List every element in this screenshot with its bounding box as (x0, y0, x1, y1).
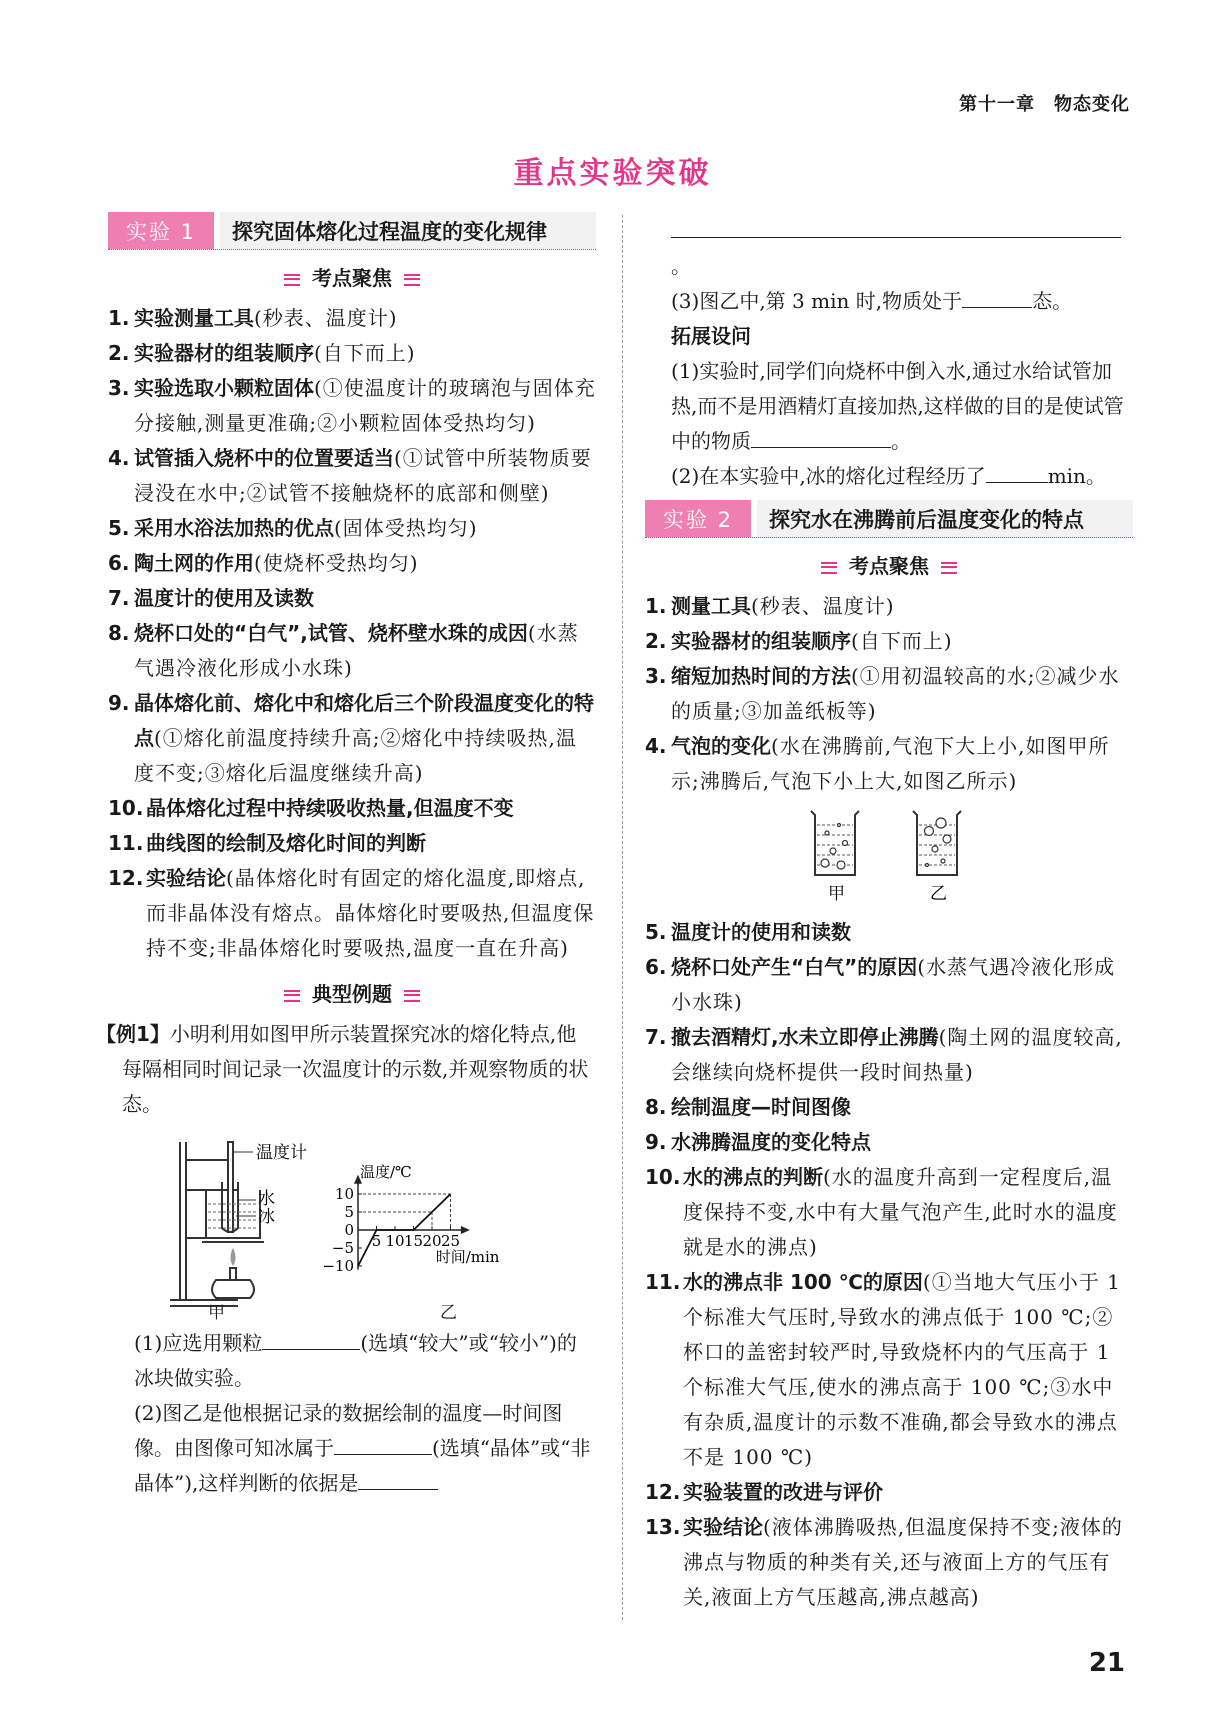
list-item (645, 1160, 1133, 1265)
x-tick-label: 20 (422, 1232, 442, 1250)
point-desc: (液体沸腾吸热,但温度保持不变;液体的沸点与物质的种类有关,还与液面上方的气压有关,液面上方气压越高,沸点越高) (683, 1515, 1123, 1609)
point-key: 测量工具 (671, 594, 751, 618)
triple-bar-icon (404, 274, 420, 286)
point-number: 6. (645, 955, 667, 979)
experiment-1-header (108, 212, 596, 250)
list-item (645, 1090, 1133, 1125)
figure-caption-b: 乙 (440, 1303, 457, 1323)
y-tick-label: −10 (322, 1257, 354, 1275)
point-key: 绘制温度—时间图像 (671, 1095, 851, 1119)
list-item (108, 826, 596, 861)
point-key: 晶体熔化前、熔化中和熔化后三个阶段温度变化的特点 (134, 691, 594, 750)
point-desc: (①使温度计的玻璃泡与固体充分接触,测量更准确;②小颗粒固体受热均匀) (134, 376, 596, 435)
beaker-figure (645, 803, 1133, 913)
point-desc: (使烧杯受热均匀) (254, 551, 419, 575)
list-item (645, 589, 1133, 624)
list-item (108, 511, 596, 546)
q2-end-mark: 。 (671, 254, 691, 278)
q2-answer-blank-1[interactable] (334, 1431, 432, 1455)
ice-label: 冰 (258, 1207, 275, 1227)
y-tick-label: −5 (331, 1239, 354, 1257)
experiment-2-header (645, 500, 1133, 538)
figure-caption-a: 甲 (208, 1303, 225, 1323)
ext2-text-a: (2)在本实验中,冰的熔化过程经历了 (671, 464, 986, 488)
q3-text-a: (3)图乙中,第 3 min 时,物质处于 (671, 289, 963, 313)
question-1 (108, 1326, 596, 1396)
y-tick-label: 0 (344, 1221, 354, 1239)
experiment-1-title: 探究固体熔化过程温度的变化规律 (220, 212, 596, 249)
point-key: 实验结论 (146, 866, 226, 890)
point-key: 实验器材的组装顺序 (671, 629, 851, 653)
point-key: 曲线图的绘制及熔化时间的判断 (146, 831, 426, 855)
point-key: 晶体熔化过程中持续吸收热量,但温度不变 (146, 796, 514, 820)
experiment-1-tag: 实验 1 (108, 212, 214, 249)
extension-question-1 (645, 354, 1133, 459)
point-number: 5. (108, 516, 130, 540)
point-desc: (①熔化前温度持续升高;②熔化中持续吸热,温度不变;③熔化后温度继续升高) (134, 726, 577, 785)
point-key: 陶土网的作用 (134, 551, 254, 575)
list-item (108, 546, 596, 581)
list-item (108, 301, 596, 336)
extension-question-2 (645, 459, 1133, 494)
point-desc: (秒表、温度计) (751, 594, 895, 618)
point-number: 11. (645, 1270, 681, 1294)
x-axis-label: 时间/min (435, 1248, 500, 1266)
point-key: 撤去酒精灯,水未立即停止沸腾 (671, 1025, 939, 1049)
list-item (108, 616, 596, 686)
list-item (645, 1020, 1133, 1090)
point-number: 9. (645, 1130, 667, 1154)
point-key: 烧杯口处的“白气”,试管、烧杯壁水珠的成因 (134, 621, 528, 645)
list-item (108, 441, 596, 511)
point-desc: (水的温度升高到一定程度后,温度保持不变,水中有大量气泡产生,此时水的温度就是水的沸点) (683, 1165, 1118, 1259)
q1-text-b: (选填“较大”或“较小”)的冰块做实验。 (134, 1331, 577, 1390)
point-key: 气泡的变化 (671, 734, 771, 758)
beaker-a-caption: 甲 (828, 884, 845, 904)
ext2-text-b: min。 (1047, 464, 1106, 488)
point-number: 10. (645, 1165, 681, 1189)
triple-bar-icon (821, 562, 837, 574)
list-item (108, 861, 596, 966)
point-key: 采用水浴法加热的优点 (134, 516, 334, 540)
question-2 (108, 1396, 596, 1501)
example-heading-text: 典型例题 (312, 982, 392, 1006)
point-key: 试管插入烧杯中的位置要适当 (134, 446, 394, 470)
triple-bar-icon (941, 562, 957, 574)
point-number: 3. (645, 664, 667, 688)
point-desc: (①用初温较高的水;②减少水的质量;③加盖纸板等) (671, 664, 1120, 723)
ext1-text: (1)实验时,同学们向烧杯中倒入水,通过水给试管加热,而不是用酒精灯直接加热,这样做的目的是使试管中的物质 (671, 359, 1124, 453)
apparatus-figure (108, 1130, 596, 1320)
point-key: 水的沸点非 100 ℃的原因 (683, 1270, 923, 1294)
point-desc: (①当地大气压小于 1 个标准大气压时,导致水的沸点低于 100 ℃;②杯口的盖密封较严时,导致烧杯内的气压高于 1 个标准大气压,使水的沸点高于 100 ℃;③水中有杂质,温度计的示数不准确,都会导致水的沸点不是 100 ℃) (683, 1270, 1121, 1469)
ext1-end-mark: 。 (891, 429, 911, 453)
point-desc: (自下而上) (314, 341, 416, 365)
point-number: 2. (645, 629, 667, 653)
point-key: 缩短加热时间的方法 (671, 664, 851, 688)
y-axis-label: 温度/℃ (360, 1162, 412, 1181)
ext1-answer-blank[interactable] (751, 424, 891, 448)
water-label: 水 (258, 1189, 275, 1209)
list-item (108, 336, 596, 371)
point-desc: (水在沸腾前,气泡下大上小,如图甲所示;沸腾后,气泡下小上大,如图乙所示) (671, 734, 1110, 793)
point-number: 4. (108, 446, 130, 470)
column-divider (622, 215, 623, 1620)
point-key: 实验选取小颗粒固体 (134, 376, 314, 400)
q2-continued (645, 214, 1133, 284)
point-number: 8. (108, 621, 130, 645)
experiment-2-points-b (645, 915, 1133, 1615)
experiment-2-points-a (645, 589, 1133, 799)
triple-bar-icon (404, 990, 420, 1002)
list-item (645, 659, 1133, 729)
q3-answer-blank[interactable] (962, 284, 1032, 308)
point-desc: (晶体熔化时有固定的熔化温度,即熔点,而非晶体没有熔点。晶体熔化时要吸热,但温度保持不变;非晶体熔化时要吸热,温度一直在升高) (146, 866, 595, 960)
point-desc: (水蒸气遇冷液化形成小水珠) (134, 621, 579, 680)
point-number: 5. (645, 920, 667, 944)
temperature-time-chart (322, 1163, 499, 1275)
point-number: 3. (108, 376, 130, 400)
page-title: 重点实验突破 (513, 156, 712, 191)
focus-heading-text: 考点聚焦 (849, 554, 929, 578)
point-key: 温度计的使用及读数 (134, 586, 314, 610)
q2-text-b: (选填“晶体”或“非晶体”),这样判断的依据是 (134, 1436, 591, 1495)
focus-heading-text: 考点聚焦 (312, 266, 392, 290)
x-tick-label: 15 (403, 1232, 424, 1250)
focus-heading-1 (108, 262, 596, 291)
point-desc: (固体受热均匀) (334, 516, 478, 540)
left-column (96, 212, 596, 1501)
example-heading (108, 978, 596, 1007)
question-3 (645, 284, 1133, 319)
point-key: 实验测量工具 (134, 306, 254, 330)
point-number: 1. (645, 594, 667, 618)
point-number: 8. (645, 1095, 667, 1119)
q1-answer-blank[interactable] (262, 1326, 360, 1350)
point-number: 1. (108, 306, 130, 330)
example-1-stem (96, 1017, 596, 1122)
point-key: 水沸腾温度的变化特点 (671, 1130, 871, 1154)
q2-text-a: (2)图乙是他根据记录的数据绘制的温度—时间图像。由图像可知冰属于 (134, 1401, 563, 1460)
chapter-header: 第十一章 物态变化 (959, 94, 1130, 115)
point-desc: (自下而上) (851, 629, 953, 653)
point-desc: (秒表、温度计) (254, 306, 398, 330)
example-stem-text: 小明利用如图甲所示装置探究冰的熔化特点,他每隔相同时间记录一次温度计的示数,并观察物质的状态。 (122, 1022, 589, 1116)
list-item (645, 624, 1133, 659)
x-tick-label: 10 (385, 1232, 405, 1250)
beaker-b-caption: 乙 (930, 884, 947, 904)
point-number: 7. (645, 1025, 667, 1049)
list-item (108, 371, 596, 441)
point-number: 12. (108, 866, 144, 890)
list-item (645, 950, 1133, 1020)
experiment-1-points (108, 301, 596, 966)
q1-text-a: (1)应选用颗粒 (134, 1331, 263, 1355)
point-key: 实验装置的改进与评价 (683, 1480, 883, 1504)
point-key: 温度计的使用和读数 (671, 920, 851, 944)
point-number: 9. (108, 691, 130, 715)
point-number: 13. (645, 1515, 681, 1539)
experiment-2-title: 探究水在沸腾前后温度变化的特点 (757, 500, 1133, 537)
list-item (108, 791, 596, 826)
point-number: 2. (108, 341, 130, 365)
point-desc: (①试管中所装物质要浸没在水中;②试管不接触烧杯的底部和侧壁) (134, 446, 592, 505)
point-number: 7. (108, 586, 130, 610)
point-key: 水的沸点的判断 (683, 1165, 823, 1189)
x-tick-label: 5 (371, 1232, 382, 1250)
point-number: 6. (108, 551, 130, 575)
y-tick-label: 10 (334, 1185, 354, 1203)
extension-title: 拓展设问 (671, 324, 751, 348)
list-item (645, 1510, 1133, 1615)
list-item (645, 1475, 1133, 1510)
point-key: 实验结论 (683, 1515, 763, 1539)
q3-text-b: 态。 (1032, 289, 1073, 313)
list-item (108, 686, 596, 791)
experiment-2-tag: 实验 2 (645, 500, 751, 537)
y-tick-label: 5 (344, 1203, 354, 1221)
q2-answer-blank-2[interactable] (358, 1466, 438, 1490)
right-column (645, 212, 1133, 1615)
list-item (645, 1265, 1133, 1475)
bubble-beakers (645, 803, 1133, 913)
point-number: 4. (645, 734, 667, 758)
list-item (108, 581, 596, 616)
example-figure (108, 1130, 596, 1323)
triple-bar-icon (284, 990, 300, 1002)
list-item (645, 915, 1133, 950)
example-label: 【例1】 (96, 1022, 170, 1046)
list-item (645, 1125, 1133, 1160)
ext2-answer-blank[interactable] (986, 459, 1048, 483)
list-item (645, 729, 1133, 799)
focus-heading-2 (645, 550, 1133, 579)
point-number: 10. (108, 796, 144, 820)
point-key: 实验器材的组装顺序 (134, 341, 314, 365)
x-axis-arrow (461, 1226, 470, 1234)
x-tick-label: 25 (440, 1232, 461, 1250)
point-number: 12. (645, 1480, 681, 1504)
point-number: 11. (108, 831, 144, 855)
point-key: 烧杯口处产生“白气”的原因 (671, 955, 918, 979)
page-number: 21 (1088, 1648, 1125, 1678)
triple-bar-icon (284, 274, 300, 286)
q2-answer-blank-3[interactable] (671, 214, 1121, 238)
thermometer-label: 温度计 (256, 1143, 307, 1163)
point-desc: (水蒸气遇冷液化形成小水珠) (671, 955, 1116, 1014)
point-desc: (陶土网的温度较高,会继续向烧杯提供一段时间热量) (671, 1025, 1123, 1084)
